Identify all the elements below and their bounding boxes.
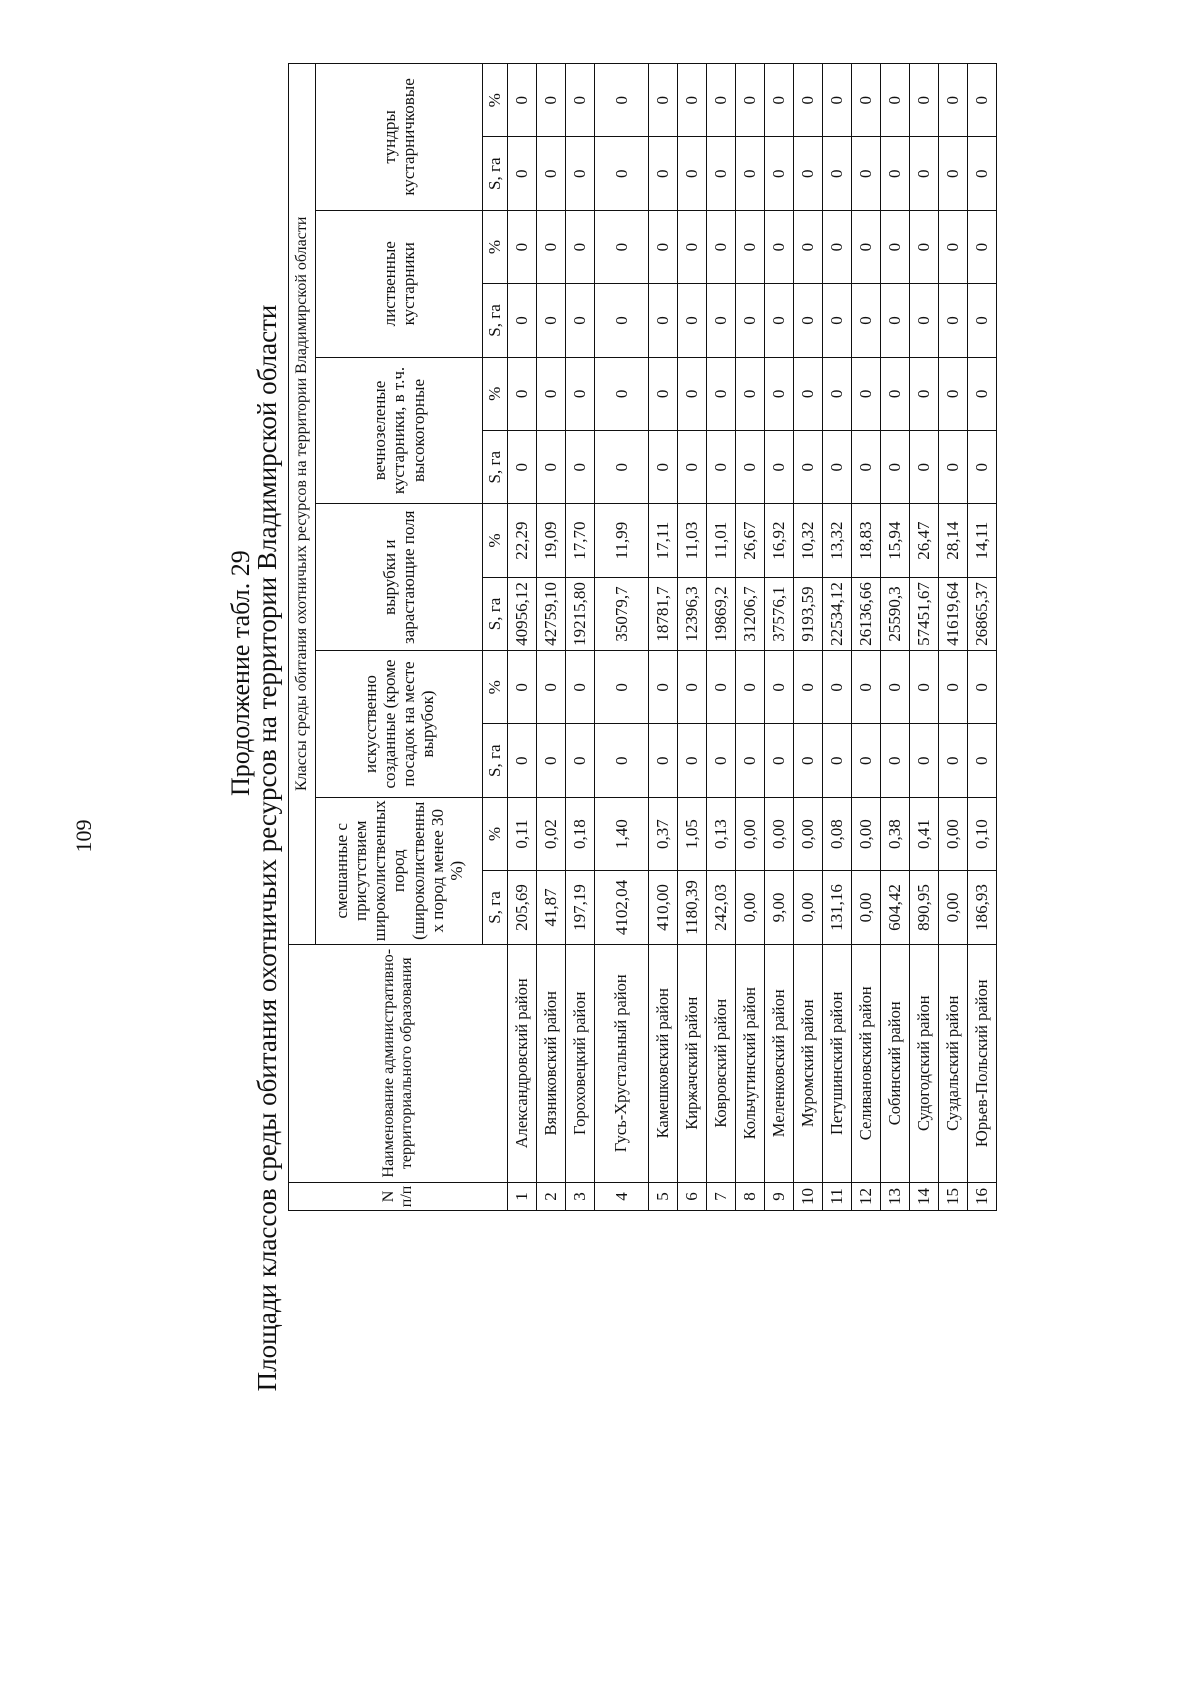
territory-name-cell: Суздальский район bbox=[939, 944, 968, 1182]
habitat-classes-table bbox=[288, 63, 997, 1211]
row-number-cell: 12 bbox=[852, 1182, 881, 1210]
percent-cell: 16,92 bbox=[765, 504, 794, 577]
row-number-cell: 2 bbox=[537, 1182, 566, 1210]
area-cell: 1180,39 bbox=[678, 871, 707, 944]
area-cell: 26865,37 bbox=[968, 577, 997, 650]
area-cell: 0 bbox=[537, 284, 566, 357]
row-number-cell: 9 bbox=[765, 1182, 794, 1210]
percent-cell: 0 bbox=[736, 651, 765, 724]
area-cell: 0 bbox=[852, 431, 881, 504]
percent-cell: 0 bbox=[537, 210, 566, 283]
percent-cell: 0 bbox=[649, 357, 678, 430]
area-cell: 0 bbox=[566, 724, 595, 797]
territory-name-cell: Собинский район bbox=[881, 944, 910, 1182]
percent-cell: 0,00 bbox=[736, 797, 765, 870]
percent-cell: 0,41 bbox=[910, 797, 939, 870]
percent-cell: 0 bbox=[968, 210, 997, 283]
percent-cell: 0 bbox=[823, 357, 852, 430]
area-cell: 12396,3 bbox=[678, 577, 707, 650]
table-row bbox=[508, 64, 537, 1211]
percent-cell: 0 bbox=[707, 210, 736, 283]
area-cell: 0 bbox=[537, 137, 566, 210]
area-cell: 0 bbox=[823, 284, 852, 357]
area-cell: 0,00 bbox=[939, 871, 968, 944]
area-cell: 0 bbox=[508, 284, 537, 357]
percent-cell: 0 bbox=[881, 651, 910, 724]
area-cell: 0 bbox=[765, 431, 794, 504]
area-cell: 0 bbox=[794, 724, 823, 797]
percent-cell: 0 bbox=[678, 210, 707, 283]
percent-cell: 0 bbox=[852, 357, 881, 430]
row-number-cell: 3 bbox=[566, 1182, 595, 1210]
area-cell: 0 bbox=[678, 137, 707, 210]
unit-percent: % bbox=[483, 651, 508, 724]
table-row bbox=[595, 64, 649, 1211]
area-cell: 0 bbox=[765, 137, 794, 210]
area-cell: 410,00 bbox=[649, 871, 678, 944]
area-cell: 0 bbox=[823, 137, 852, 210]
area-cell: 0 bbox=[508, 431, 537, 504]
area-cell: 0 bbox=[765, 724, 794, 797]
percent-cell: 11,01 bbox=[707, 504, 736, 577]
table-row bbox=[537, 64, 566, 1211]
percent-cell: 0 bbox=[823, 64, 852, 138]
percent-cell: 0 bbox=[678, 651, 707, 724]
group-mixed-broadleaf: смешанные с присутствием широколиственных пород (широколиственны х пород менее 30 %) bbox=[316, 797, 483, 944]
percent-cell: 0 bbox=[794, 64, 823, 138]
table-row bbox=[649, 64, 678, 1211]
area-cell: 0 bbox=[910, 284, 939, 357]
percent-cell: 0 bbox=[508, 357, 537, 430]
percent-cell: 0,37 bbox=[649, 797, 678, 870]
territory-name-cell: Муромский район bbox=[794, 944, 823, 1182]
territory-name-cell: Киржачский район bbox=[678, 944, 707, 1182]
row-number-cell: 7 bbox=[707, 1182, 736, 1210]
percent-cell: 0 bbox=[939, 64, 968, 138]
group-deciduous-shrubs: лиственные кустарники bbox=[316, 210, 483, 357]
area-cell: 41619,64 bbox=[939, 577, 968, 650]
area-cell: 0 bbox=[968, 724, 997, 797]
unit-area: S, га bbox=[483, 724, 508, 797]
unit-percent: % bbox=[483, 357, 508, 430]
percent-cell: 17,11 bbox=[649, 504, 678, 577]
area-cell: 0 bbox=[939, 431, 968, 504]
percent-cell: 0,18 bbox=[566, 797, 595, 870]
table-row bbox=[566, 64, 595, 1211]
percent-cell: 0 bbox=[566, 357, 595, 430]
table-row bbox=[678, 64, 707, 1211]
percent-cell: 17,70 bbox=[566, 504, 595, 577]
percent-cell: 0 bbox=[678, 357, 707, 430]
percent-cell: 0 bbox=[794, 651, 823, 724]
territory-name-cell: Петушинский район bbox=[823, 944, 852, 1182]
percent-cell: 0 bbox=[649, 210, 678, 283]
percent-cell: 0 bbox=[881, 210, 910, 283]
table-row bbox=[939, 64, 968, 1211]
row-number-cell: 6 bbox=[678, 1182, 707, 1210]
table-row bbox=[968, 64, 997, 1211]
percent-cell: 22,29 bbox=[508, 504, 537, 577]
area-cell: 0 bbox=[707, 431, 736, 504]
percent-cell: 0,11 bbox=[508, 797, 537, 870]
table-row bbox=[794, 64, 823, 1211]
percent-cell: 0 bbox=[910, 64, 939, 138]
percent-cell: 0,00 bbox=[765, 797, 794, 870]
percent-cell: 0 bbox=[765, 210, 794, 283]
percent-cell: 13,32 bbox=[823, 504, 852, 577]
area-cell: 604,42 bbox=[881, 871, 910, 944]
percent-cell: 15,94 bbox=[881, 504, 910, 577]
header-territory-name: Наименование административно-территориального образования bbox=[289, 944, 508, 1182]
area-cell: 0 bbox=[707, 137, 736, 210]
area-cell: 57451,67 bbox=[910, 577, 939, 650]
row-number-cell: 4 bbox=[595, 1182, 649, 1210]
area-cell: 0 bbox=[537, 724, 566, 797]
percent-cell: 0 bbox=[968, 651, 997, 724]
unit-area: S, га bbox=[483, 871, 508, 944]
percent-cell: 11,03 bbox=[678, 504, 707, 577]
area-cell: 197,19 bbox=[566, 871, 595, 944]
area-cell: 0 bbox=[881, 137, 910, 210]
unit-area: S, га bbox=[483, 137, 508, 210]
row-number-cell: 10 bbox=[794, 1182, 823, 1210]
percent-cell: 0 bbox=[939, 651, 968, 724]
area-cell: 0 bbox=[910, 137, 939, 210]
percent-cell: 0 bbox=[566, 651, 595, 724]
unit-percent: % bbox=[483, 64, 508, 138]
percent-cell: 0 bbox=[823, 651, 852, 724]
percent-cell: 10,32 bbox=[794, 504, 823, 577]
area-cell: 41,87 bbox=[537, 871, 566, 944]
area-cell: 0 bbox=[939, 137, 968, 210]
area-cell: 0 bbox=[707, 724, 736, 797]
territory-name-cell: Судогодский район bbox=[910, 944, 939, 1182]
area-cell: 0 bbox=[852, 137, 881, 210]
page-number: 109 bbox=[71, 819, 96, 853]
percent-cell: 0,00 bbox=[852, 797, 881, 870]
unit-area: S, га bbox=[483, 577, 508, 650]
percent-cell: 26,67 bbox=[736, 504, 765, 577]
percent-cell: 0 bbox=[566, 64, 595, 138]
area-cell: 0 bbox=[649, 284, 678, 357]
area-cell: 0 bbox=[566, 431, 595, 504]
row-number-cell: 11 bbox=[823, 1182, 852, 1210]
percent-cell: 1,40 bbox=[595, 797, 649, 870]
area-cell: 0 bbox=[910, 431, 939, 504]
area-cell: 0 bbox=[508, 724, 537, 797]
percent-cell: 0 bbox=[508, 64, 537, 138]
table-row bbox=[852, 64, 881, 1211]
percent-cell: 0 bbox=[939, 357, 968, 430]
percent-cell: 11,99 bbox=[595, 504, 649, 577]
percent-cell: 0 bbox=[910, 210, 939, 283]
percent-cell: 0 bbox=[852, 64, 881, 138]
row-number-cell: 14 bbox=[910, 1182, 939, 1210]
table-continuation-label: Продолжение табл. 29 bbox=[226, 550, 255, 796]
percent-cell: 0 bbox=[910, 357, 939, 430]
area-cell: 0 bbox=[649, 137, 678, 210]
territory-name-cell: Селивановский район bbox=[852, 944, 881, 1182]
area-cell: 0 bbox=[881, 724, 910, 797]
area-cell: 0 bbox=[508, 137, 537, 210]
percent-cell: 0 bbox=[595, 64, 649, 138]
group-artificial: искусственно созданные (кроме посадок на месте вырубок) bbox=[316, 651, 483, 798]
area-cell: 0 bbox=[595, 284, 649, 357]
area-cell: 4102,04 bbox=[595, 871, 649, 944]
area-cell: 22534,12 bbox=[823, 577, 852, 650]
area-cell: 0 bbox=[939, 284, 968, 357]
area-cell: 0 bbox=[794, 431, 823, 504]
area-cell: 0 bbox=[823, 431, 852, 504]
percent-cell: 0,13 bbox=[707, 797, 736, 870]
percent-cell: 19,09 bbox=[537, 504, 566, 577]
area-cell: 42759,10 bbox=[537, 577, 566, 650]
area-cell: 0 bbox=[649, 724, 678, 797]
area-cell: 37576,1 bbox=[765, 577, 794, 650]
area-cell: 131,16 bbox=[823, 871, 852, 944]
header-band-row bbox=[289, 64, 316, 1211]
percent-cell: 14,11 bbox=[968, 504, 997, 577]
header-habitat-classes: Классы среды обитания охотничьих ресурсов на территории Владимирской области bbox=[289, 64, 316, 945]
percent-cell: 0 bbox=[794, 357, 823, 430]
percent-cell: 0 bbox=[736, 64, 765, 138]
area-cell: 18781,7 bbox=[649, 577, 678, 650]
row-number-cell: 1 bbox=[508, 1182, 537, 1210]
percent-cell: 0 bbox=[881, 64, 910, 138]
area-cell: 205,69 bbox=[508, 871, 537, 944]
area-cell: 0 bbox=[881, 431, 910, 504]
percent-cell: 0 bbox=[852, 210, 881, 283]
area-cell: 9,00 bbox=[765, 871, 794, 944]
table-row bbox=[910, 64, 939, 1211]
row-number-cell: 5 bbox=[649, 1182, 678, 1210]
percent-cell: 0 bbox=[508, 210, 537, 283]
area-cell: 890,95 bbox=[910, 871, 939, 944]
percent-cell: 0 bbox=[649, 64, 678, 138]
table-row bbox=[823, 64, 852, 1211]
area-cell: 0 bbox=[736, 137, 765, 210]
unit-percent: % bbox=[483, 797, 508, 870]
unit-percent: % bbox=[483, 210, 508, 283]
area-cell: 0,00 bbox=[736, 871, 765, 944]
area-cell: 0 bbox=[566, 284, 595, 357]
area-cell: 40956,12 bbox=[508, 577, 537, 650]
area-cell: 0 bbox=[939, 724, 968, 797]
percent-cell: 0 bbox=[537, 64, 566, 138]
area-cell: 0 bbox=[968, 431, 997, 504]
territory-name-cell: Ковровский район bbox=[707, 944, 736, 1182]
area-cell: 0 bbox=[794, 284, 823, 357]
unit-area: S, га bbox=[483, 284, 508, 357]
territory-name-cell: Вязниковский район bbox=[537, 944, 566, 1182]
percent-cell: 0 bbox=[765, 651, 794, 724]
area-cell: 0 bbox=[765, 284, 794, 357]
area-cell: 0 bbox=[736, 284, 765, 357]
percent-cell: 0 bbox=[736, 210, 765, 283]
area-cell: 0 bbox=[968, 137, 997, 210]
area-cell: 242,03 bbox=[707, 871, 736, 944]
area-cell: 0 bbox=[852, 284, 881, 357]
area-cell: 0 bbox=[649, 431, 678, 504]
area-cell: 26136,66 bbox=[852, 577, 881, 650]
row-number-cell: 13 bbox=[881, 1182, 910, 1210]
percent-cell: 0 bbox=[508, 651, 537, 724]
unit-percent: % bbox=[483, 504, 508, 577]
table-title: Площади классов среды обитания охотничьих ресурсов на территории Владимирской области bbox=[252, 304, 282, 1392]
area-cell: 0,00 bbox=[852, 871, 881, 944]
group-evergreen-shrubs: вечнозеленые кустарники, в т.ч. высокогорные bbox=[316, 357, 483, 504]
territory-name-cell: Камешковский район bbox=[649, 944, 678, 1182]
percent-cell: 26,47 bbox=[910, 504, 939, 577]
area-cell: 0 bbox=[707, 284, 736, 357]
percent-cell: 0 bbox=[707, 357, 736, 430]
percent-cell: 0 bbox=[595, 357, 649, 430]
percent-cell: 0,02 bbox=[537, 797, 566, 870]
unit-area: S, га bbox=[483, 431, 508, 504]
territory-name-cell: Юрьев-Польский район bbox=[968, 944, 997, 1182]
territory-name-cell: Гусь-Хрустальный район bbox=[595, 944, 649, 1182]
area-cell: 0 bbox=[595, 724, 649, 797]
territory-name-cell: Кольчугинский район bbox=[736, 944, 765, 1182]
percent-cell: 0 bbox=[537, 357, 566, 430]
percent-cell: 0 bbox=[794, 210, 823, 283]
area-cell: 31206,7 bbox=[736, 577, 765, 650]
percent-cell: 0,38 bbox=[881, 797, 910, 870]
percent-cell: 0 bbox=[881, 357, 910, 430]
area-cell: 0 bbox=[736, 724, 765, 797]
percent-cell: 1,05 bbox=[678, 797, 707, 870]
area-cell: 0 bbox=[678, 724, 707, 797]
area-cell: 0 bbox=[537, 431, 566, 504]
percent-cell: 0 bbox=[968, 64, 997, 138]
percent-cell: 0 bbox=[939, 210, 968, 283]
group-clearings-fields: вырубки и зарастающие поля bbox=[316, 504, 483, 651]
percent-cell: 0 bbox=[910, 651, 939, 724]
table-row bbox=[707, 64, 736, 1211]
table-row bbox=[881, 64, 910, 1211]
area-cell: 19869,2 bbox=[707, 577, 736, 650]
row-number-cell: 8 bbox=[736, 1182, 765, 1210]
percent-cell: 0 bbox=[736, 357, 765, 430]
area-cell: 0 bbox=[566, 137, 595, 210]
percent-cell: 28,14 bbox=[939, 504, 968, 577]
percent-cell: 0 bbox=[566, 210, 595, 283]
area-cell: 0 bbox=[595, 431, 649, 504]
table-row bbox=[765, 64, 794, 1211]
row-number-cell: 15 bbox=[939, 1182, 968, 1210]
area-cell: 35079,7 bbox=[595, 577, 649, 650]
area-cell: 0 bbox=[678, 431, 707, 504]
area-cell: 0 bbox=[881, 284, 910, 357]
area-cell: 0 bbox=[852, 724, 881, 797]
percent-cell: 0,08 bbox=[823, 797, 852, 870]
percent-cell: 0 bbox=[852, 651, 881, 724]
percent-cell: 0 bbox=[765, 357, 794, 430]
territory-name-cell: Гороховецкий район bbox=[566, 944, 595, 1182]
percent-cell: 18,83 bbox=[852, 504, 881, 577]
area-cell: 9193,59 bbox=[794, 577, 823, 650]
area-cell: 19215,80 bbox=[566, 577, 595, 650]
percent-cell: 0 bbox=[678, 64, 707, 138]
percent-cell: 0 bbox=[707, 64, 736, 138]
percent-cell: 0,00 bbox=[794, 797, 823, 870]
percent-cell: 0 bbox=[823, 210, 852, 283]
area-cell: 0 bbox=[823, 724, 852, 797]
area-cell: 25590,3 bbox=[881, 577, 910, 650]
percent-cell: 0 bbox=[649, 651, 678, 724]
percent-cell: 0,00 bbox=[939, 797, 968, 870]
territory-name-cell: Александровский район bbox=[508, 944, 537, 1182]
area-cell: 186,93 bbox=[968, 871, 997, 944]
area-cell: 0 bbox=[678, 284, 707, 357]
area-cell: 0 bbox=[736, 431, 765, 504]
row-number-cell: 16 bbox=[968, 1182, 997, 1210]
percent-cell: 0 bbox=[765, 64, 794, 138]
area-cell: 0 bbox=[968, 284, 997, 357]
percent-cell: 0 bbox=[537, 651, 566, 724]
area-cell: 0 bbox=[595, 137, 649, 210]
percent-cell: 0,10 bbox=[968, 797, 997, 870]
header-row-number: N п/п bbox=[289, 1182, 508, 1210]
table-row bbox=[736, 64, 765, 1211]
percent-cell: 0 bbox=[707, 651, 736, 724]
percent-cell: 0 bbox=[595, 651, 649, 724]
percent-cell: 0 bbox=[968, 357, 997, 430]
percent-cell: 0 bbox=[595, 210, 649, 283]
area-cell: 0 bbox=[910, 724, 939, 797]
territory-name-cell: Меленковский район bbox=[765, 944, 794, 1182]
area-cell: 0 bbox=[794, 137, 823, 210]
group-shrub-tundra: тундры кустарничковые bbox=[316, 64, 483, 211]
area-cell: 0,00 bbox=[794, 871, 823, 944]
